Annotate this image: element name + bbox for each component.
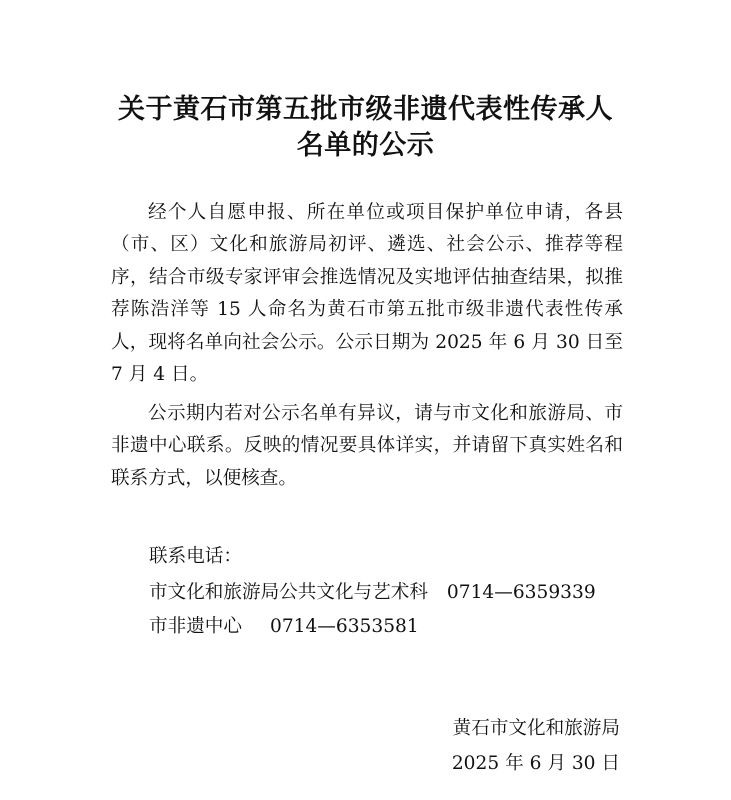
signature-date: 2025 年 6 月 30 日 — [451, 753, 620, 774]
paragraph-2: 公示期内若对公示名单有异议，请与市文化和旅游局、市非遗中心联系。反映的情况要具体详实，并请留下真实姓名和联系方式，以便核查。 — [111, 403, 623, 489]
title-line-2: 名单的公示 — [296, 130, 435, 161]
contact-org-2: 市非遗中心 — [149, 616, 242, 637]
contact-phone-2: 0714—6353581 — [269, 616, 419, 637]
title-line-1: 关于黄石市第五批市级非遗代表性传承人 — [118, 94, 613, 125]
contact-org-1: 市文化和旅游局公共文化与艺术科 — [149, 582, 428, 603]
paragraph-1: 经个人自愿申报、所在单位或项目保护单位申请，各县（市、区）文化和旅游局初评、遴选、社会公示、推荐等程序，结合市级专家评审会推选情况及实地评估抽查结果，拟推荐陈浩洋等 15 人命名为黄石市第五批市级非遗代表性传承人，现将名单向社会公示。公示日期为 2025 年 6 月 30 日至 7 月 4 日。 — [111, 202, 623, 386]
contact-row-1 — [149, 578, 596, 608]
contact-label: 联系电话： — [149, 546, 242, 567]
signature-org: 黄石市文化和旅游局 — [452, 718, 620, 739]
contact-phone-1: 0714—6359339 — [446, 582, 596, 603]
contact-row-2 — [149, 612, 419, 642]
